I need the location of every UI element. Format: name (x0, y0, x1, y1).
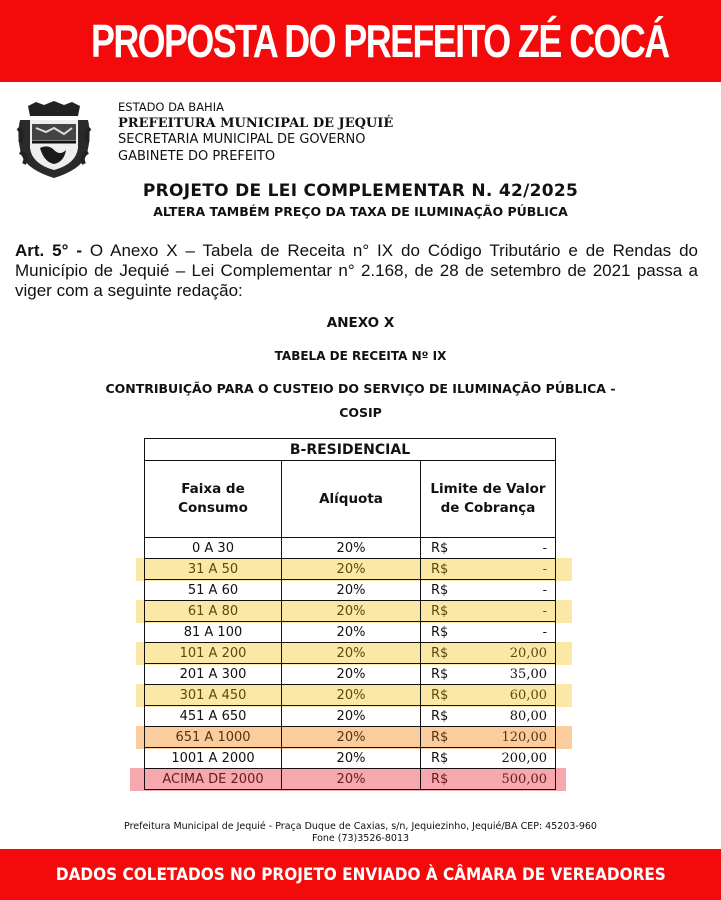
cell-limite (421, 748, 556, 769)
cell-aliquota: 20% (282, 601, 421, 622)
cell-limite (421, 538, 556, 559)
table-row (145, 664, 556, 685)
cell-faixa: 451 A 650 (145, 706, 282, 727)
cell-limite (421, 664, 556, 685)
table-row (145, 769, 556, 790)
cell-amount: - (542, 582, 547, 598)
letterhead-gabinete: GABINETE DO PREFEITO (118, 148, 276, 164)
bottom-banner-text: DADOS COLETADOS NO PROJETO ENVIADO À CÂMARA DE VEREADORES (55, 864, 666, 885)
cell-amount: - (542, 540, 547, 556)
cell-currency: R$ (431, 624, 449, 640)
cell-currency: R$ (431, 603, 449, 619)
cell-aliquota: 20% (282, 643, 421, 664)
cell-faixa: 0 A 30 (145, 538, 282, 559)
cell-currency: R$ (431, 687, 449, 703)
cell-faixa: 201 A 300 (145, 664, 282, 685)
top-banner (0, 0, 721, 82)
coat-of-arms-icon (14, 98, 94, 180)
table-row (145, 559, 556, 580)
document-subtitle: ALTERA TAMBÉM PREÇO DA TAXA DE ILUMINAÇÃO PÚBLICA (153, 204, 568, 219)
annex-title: ANEXO X (326, 315, 395, 331)
cell-faixa: 301 A 450 (145, 685, 282, 706)
header-faixa: Faixa de Consumo (145, 461, 282, 538)
cell-faixa: 101 A 200 (145, 643, 282, 664)
cell-amount: 80,00 (509, 708, 547, 724)
cell-currency: R$ (431, 666, 449, 682)
cell-faixa: 1001 A 2000 (145, 748, 282, 769)
letterhead-secretaria: SECRETARIA MUNICIPAL DE GOVERNO (118, 132, 366, 147)
cell-aliquota: 20% (282, 748, 421, 769)
cell-faixa: 651 A 1000 (145, 727, 282, 748)
cell-amount: 200,00 (501, 750, 547, 766)
cell-faixa: 51 A 60 (145, 580, 282, 601)
article-label: Art. 5° - (15, 241, 83, 260)
table-row (145, 727, 556, 748)
table-row (145, 538, 556, 559)
table-row (145, 748, 556, 769)
cell-aliquota: 20% (282, 769, 421, 790)
table-row (145, 601, 556, 622)
footer-address: Prefeitura Municipal de Jequié - Praça Duque de Caxias, s/n, Jequiezinho, Jequié/BA CEP: 45203-960 (124, 821, 597, 832)
footer (0, 821, 721, 845)
cell-amount: 500,00 (501, 771, 547, 787)
cell-faixa: 31 A 50 (145, 559, 282, 580)
cell-currency: R$ (431, 645, 449, 661)
cell-faixa: 61 A 80 (145, 601, 282, 622)
cell-limite (421, 559, 556, 580)
cell-currency: R$ (431, 750, 449, 766)
cell-limite (421, 769, 556, 790)
footer-phone: Fone (73)3526-8013 (311, 833, 410, 844)
table-row (145, 622, 556, 643)
cell-amount: 120,00 (501, 729, 547, 745)
document-title: PROJETO DE LEI COMPLEMENTAR N. 42/2025 (142, 181, 579, 201)
cell-limite (421, 706, 556, 727)
letterhead-prefeitura: PREFEITURA MUNICIPAL DE JEQUIÉ (118, 115, 394, 131)
cell-currency: R$ (431, 561, 449, 577)
cell-currency: R$ (431, 582, 449, 598)
cell-amount: 35,00 (509, 666, 547, 682)
cell-currency: R$ (431, 729, 449, 745)
banner-title: PROPOSTA DO PREFEITO ZÉ COCÁ (91, 15, 669, 67)
cell-aliquota: 20% (282, 727, 421, 748)
header-aliquota: Alíquota (282, 461, 421, 538)
cell-aliquota: 20% (282, 559, 421, 580)
cell-limite (421, 601, 556, 622)
cell-amount: - (542, 561, 547, 577)
article-text: O Anexo X – Tabela de Receita n° IX do Código Tributário e de Rendas do Município de Jequié – Lei Complementar n° 2.168, de 28 de setembro de 2021 passa a viger com a seguinte redação: (15, 241, 698, 300)
table-row (145, 685, 556, 706)
cell-currency: R$ (431, 540, 449, 556)
table-category: B-RESIDENCIAL (145, 439, 556, 461)
cell-aliquota: 20% (282, 706, 421, 727)
letterhead-state: ESTADO DA BAHIA (118, 100, 224, 114)
table-row (145, 580, 556, 601)
annex-table-title: TABELA DE RECEITA Nº IX (274, 349, 447, 363)
cell-aliquota: 20% (282, 664, 421, 685)
bottom-banner (0, 849, 721, 900)
annex-description-line1: CONTRIBUIÇÃO PARA O CUSTEIO DO SERVIÇO DE ILUMINAÇÃO PÚBLICA - (105, 381, 616, 396)
article-paragraph (15, 241, 698, 301)
cell-aliquota: 20% (282, 538, 421, 559)
cell-limite (421, 643, 556, 664)
cell-limite (421, 727, 556, 748)
cell-faixa: ACIMA DE 2000 (145, 769, 282, 790)
cell-currency: R$ (431, 708, 449, 724)
cell-limite (421, 622, 556, 643)
cell-aliquota: 20% (282, 580, 421, 601)
cell-aliquota: 20% (282, 685, 421, 706)
cell-aliquota: 20% (282, 622, 421, 643)
cell-faixa: 81 A 100 (145, 622, 282, 643)
cell-limite (421, 580, 556, 601)
cell-amount: - (542, 603, 547, 619)
cell-currency: R$ (431, 771, 449, 787)
cell-amount: 60,00 (509, 687, 547, 703)
table-row (145, 706, 556, 727)
annex-description-line2: COSIP (339, 405, 382, 420)
header-limite: Limite de Valor de Cobrança (421, 461, 556, 538)
cell-amount: 20,00 (509, 645, 547, 661)
table-row (145, 643, 556, 664)
cell-limite (421, 685, 556, 706)
cosip-rate-table (144, 438, 556, 790)
cell-amount: - (542, 624, 547, 640)
letterhead (118, 99, 393, 165)
